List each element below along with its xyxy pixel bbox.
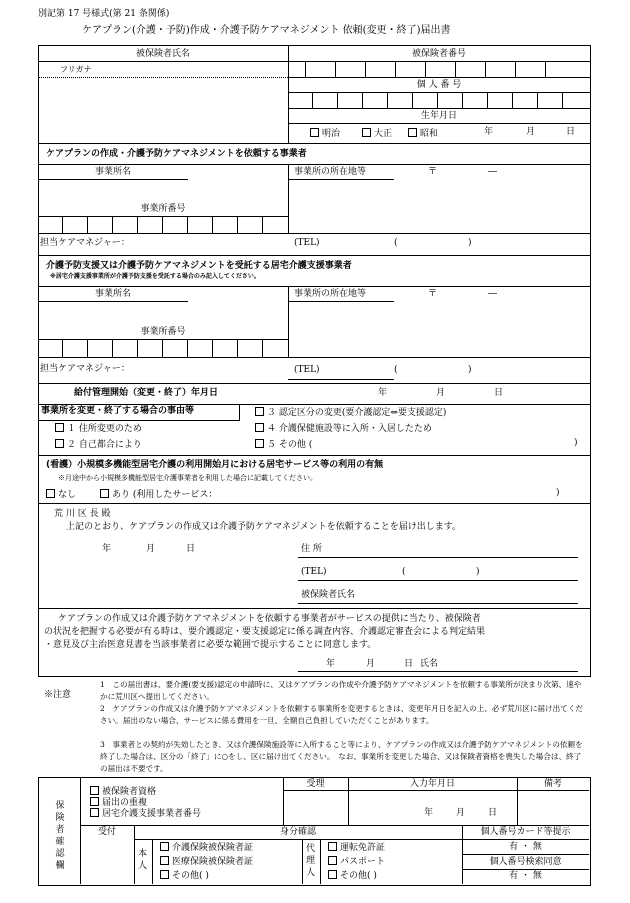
checkbox-icon	[310, 128, 319, 137]
reason-5-close: )	[574, 438, 578, 448]
reception-label: 受付	[97, 827, 116, 837]
consent-line-1: ケアプランの作成又は介護予防ケアマネジメントを依頼する事業者がサービスの提供に当たり、被保険者	[58, 614, 481, 624]
small-multi-note: ※月途中から小規模多機能型居宅介護事業者を利用した場合に記載してください。	[58, 474, 317, 482]
check-insured-status[interactable]: 被保険者資格	[90, 786, 156, 797]
checkbox-icon	[90, 786, 99, 795]
personal-number-field[interactable]	[288, 92, 590, 108]
support-tel-paren-close: )	[468, 365, 472, 375]
doc-self-other[interactable]: その他( )	[160, 870, 209, 881]
notes-label: ※注意	[44, 690, 72, 700]
birth-month: 月	[526, 127, 536, 137]
birth-date-label: 生年月日	[420, 111, 457, 121]
check-office-number[interactable]: 居宅介護支援事業者番号	[90, 808, 201, 819]
checkbox-icon	[328, 870, 337, 879]
search-consent-yes-no[interactable]: 有 ・ 無	[509, 871, 542, 881]
insured-name-field[interactable]	[40, 80, 286, 140]
input-year: 年	[424, 808, 434, 818]
support-office-subnote: ※居宅介護支援事業所が介護予防支援を受託する場合のみ記入してください。	[50, 273, 260, 280]
insured-number-field[interactable]	[288, 61, 590, 77]
benefit-year: 年	[378, 388, 388, 398]
support-office-address-label: 事業所の所在地等	[294, 289, 367, 299]
birth-day: 日	[566, 127, 576, 137]
input-date-label: 入力年月日	[409, 779, 455, 789]
reason-2[interactable]: ２ 自己都合により	[55, 439, 142, 450]
consent-month: 月	[366, 659, 376, 669]
remarks-label: 備考	[543, 779, 562, 789]
insured-name-label: 被保険者氏名	[135, 49, 190, 59]
benefit-month: 月	[436, 388, 446, 398]
declaration-year: 年	[102, 544, 112, 554]
checkbox-icon	[408, 128, 417, 137]
doc-drivers-license[interactable]: 運転免許証	[328, 842, 385, 853]
consent-name-label: 氏名	[420, 659, 439, 669]
care-plan-office-heading: ケアプランの作成・介護予防ケアマネジメントを依頼する事業者	[46, 149, 307, 159]
support-office-address-field[interactable]	[292, 303, 588, 355]
checkbox-icon	[160, 842, 169, 851]
tel-paren-close: )	[468, 238, 472, 248]
office-use-side-label: 保険者確認欄	[55, 801, 65, 871]
consent-year: 年	[326, 659, 336, 669]
reason-3[interactable]: ３ 認定区分の変更(要介護認定⇔要支援認定)	[255, 407, 446, 418]
office-name-field[interactable]	[40, 181, 286, 201]
addressee: 荒 川 区 長 殿	[54, 509, 111, 519]
support-tel-label: (TEL)	[294, 365, 320, 375]
office-number-label: 事業所番号	[140, 204, 186, 214]
doc-agent-other[interactable]: その他( )	[328, 870, 377, 881]
postal-dash: ―	[488, 167, 497, 177]
declaration-day: 日	[186, 544, 196, 554]
doc-medical-insurance[interactable]: 医療保険被保険者証	[160, 856, 253, 867]
support-postal-mark: 〒	[428, 289, 438, 299]
support-office-number-field[interactable]	[38, 339, 288, 357]
id-check-label: 身分確認	[279, 827, 316, 837]
office-number-field[interactable]	[38, 216, 288, 233]
checkbox-icon	[55, 439, 64, 448]
form-title: ケアプラン(介護・予防)作成・介護予防ケアマネジメント 依頼(変更・終了)届出書	[82, 25, 451, 36]
doc-care-insurance[interactable]: 介護保険被保険者証	[160, 842, 253, 853]
support-postal-dash: ―	[488, 289, 497, 299]
applicant-name-label: 被保険者氏名	[301, 590, 356, 600]
support-office-name-label: 事業所名	[94, 289, 131, 299]
input-day: 日	[488, 808, 498, 818]
checkbox-icon	[46, 489, 55, 498]
declaration-text: 上記のとおり、ケアプランの作成又は介護予防ケアマネジメントを依頼することを届け出します。	[66, 522, 462, 532]
consent-day: 日	[404, 659, 414, 669]
form-number: 別記第 17 号様式(第 21 条関係)	[38, 9, 170, 19]
support-tel-paren-open: (	[394, 365, 398, 375]
checkbox-icon	[255, 439, 264, 448]
received-label: 受理	[306, 779, 325, 789]
reason-4[interactable]: ４ 介護保健施設等に入所・入居したため	[255, 423, 432, 434]
checkbox-icon	[328, 842, 337, 851]
small-multi-close: )	[556, 488, 560, 498]
applicant-tel-paren-open: (	[402, 567, 406, 577]
checkbox-icon	[328, 856, 337, 865]
note-2: 2 ケアプランの作成又は介護予防ケアマネジメントを依頼する事業所を変更するときは、変更年月日を記入の上、必ず荒川区に届け出てください。届出のない場合、サービスに係る費用を一旦、全額自己負担していただくことがあります。	[100, 704, 584, 725]
checkbox-icon	[90, 808, 99, 817]
insured-number-label: 被保険者番号	[411, 49, 466, 59]
checkbox-icon	[100, 489, 109, 498]
checkbox-icon	[255, 423, 264, 432]
support-office-name-field[interactable]	[40, 303, 286, 323]
postal-mark: 〒	[428, 167, 438, 177]
reason-1[interactable]: １ 住所変更のため	[55, 423, 142, 434]
tel-paren-open: (	[394, 238, 398, 248]
support-office-number-label: 事業所番号	[140, 327, 186, 337]
support-care-manager-label: 担当ケアマネジャー：	[40, 364, 130, 374]
applicant-address-label: 住 所	[301, 544, 322, 554]
small-multi-heading: (看護）小規模多機能型居宅介護の利用開始月における居宅サービス等の利用の有無	[46, 460, 384, 470]
check-duplicate[interactable]: 届出の重複	[90, 797, 147, 808]
era-meiji[interactable]: 明治	[310, 128, 340, 139]
office-tel-label: (TEL)	[294, 238, 320, 248]
consent-line-3: ・意見及び主治医意見書を当該事業者に必要な範囲で提示することに同意します。	[44, 640, 377, 650]
era-showa[interactable]: 昭和	[408, 128, 438, 139]
change-reason-label: 事業所を変更・終了する場合の事由等	[41, 406, 195, 416]
agent-label: 代理人	[306, 844, 316, 878]
personal-card-label: 個人番号カード等提示	[480, 827, 571, 837]
checkbox-icon	[55, 423, 64, 432]
office-address-label: 事業所の所在地等	[294, 167, 367, 177]
birth-year: 年	[484, 127, 494, 137]
furigana-label: フリガナ	[60, 65, 92, 74]
applicant-tel-paren-close: )	[476, 567, 480, 577]
small-multi-none[interactable]: なし	[46, 489, 76, 500]
office-address-field[interactable]	[292, 181, 588, 231]
personal-number-label: 個 人 番 号	[416, 80, 462, 90]
checkbox-icon	[90, 797, 99, 806]
input-month: 月	[456, 808, 466, 818]
consent-line-2: の状況を把握する必要が有る時は、要介護認定・要支援認定に係る調査内容、介護認定審査会による判定結果	[44, 627, 486, 637]
doc-passport[interactable]: パスポート	[328, 856, 385, 867]
self-label: 本人	[138, 849, 148, 871]
applicant-tel-label: (TEL)	[301, 567, 327, 577]
benefit-start-label: 給付管理開始（変更・終了）年月日	[74, 388, 219, 398]
checkbox-icon	[255, 407, 264, 416]
reason-5[interactable]: ５ その他 (	[255, 439, 312, 450]
checkbox-icon	[160, 870, 169, 879]
benefit-day: 日	[494, 388, 504, 398]
note-3: 3 事業者との契約が失効したとき、又は介護保険施設等に入所すること等により、ケアプランの作成又は介護予防ケアマネジメントの依頼を終了した場合は、区分の「終了」に○をし、区に届け出てください。 なお、事業所を変更した場合、又は保険者資格を喪失した場合は、終了の届出は不要です。	[100, 740, 583, 773]
personal-card-yes-no[interactable]: 有 ・ 無	[509, 842, 542, 852]
note-1: 1 この届出書は、要介護(要支援)認定の申請時に、又はケアプランの作成や介護予防ケアマネジメントを依頼する事業所が決まり次第、速やかに荒川区へ提出してください。	[100, 680, 582, 701]
small-multi-yes[interactable]: あり (利用したサービス：	[100, 489, 217, 500]
declaration-month: 月	[146, 544, 156, 554]
support-office-heading: 介護予防支援又は介護予防ケアマネジメントを受託する居宅介護支援事業者	[46, 261, 352, 271]
checkbox-icon	[160, 856, 169, 865]
care-manager-label: 担当ケアマネジャー：	[40, 238, 130, 248]
checkbox-icon	[362, 128, 371, 137]
search-consent-label: 個人番号検索同意	[489, 857, 562, 867]
office-name-label: 事業所名	[94, 167, 131, 177]
era-taisho[interactable]: 大正	[362, 128, 392, 139]
